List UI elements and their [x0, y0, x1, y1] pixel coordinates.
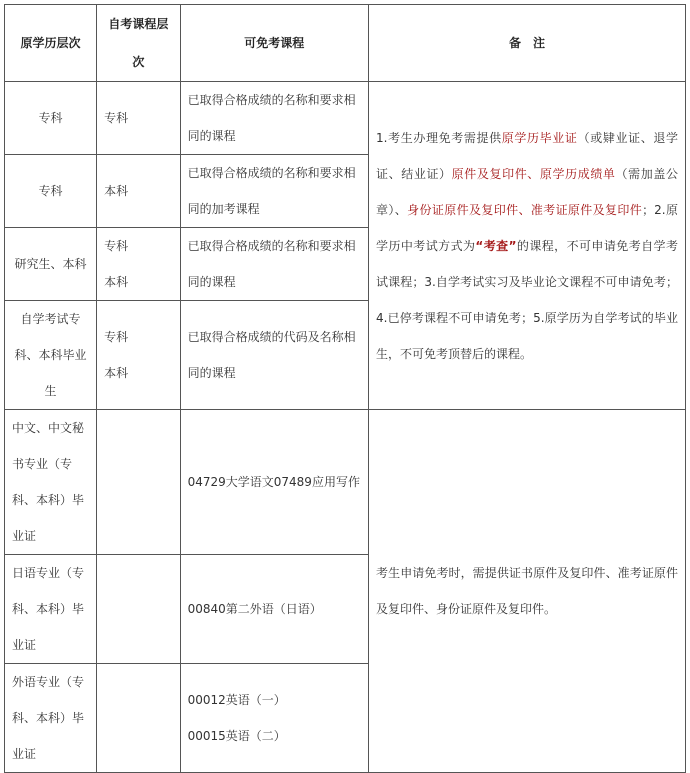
original-level-cell: 日语专业（专科、本科）毕业证 [5, 555, 97, 664]
table-row [5, 82, 686, 155]
header-notes: 备 注 [369, 5, 686, 82]
original-level-cell: 研究生、本科 [5, 228, 97, 301]
exempt-courses-cell: 已取得合格成绩的名称和要求相同的加考课程 [180, 155, 368, 228]
course-level-cell: 本科 [97, 155, 181, 228]
course-level-cell: 专科 本科 [97, 228, 181, 301]
exempt-courses-cell: 04729大学语文07489应用写作 [180, 410, 368, 555]
exempt-courses-cell: 已取得合格成绩的名称和要求相同的课程 [180, 82, 368, 155]
course-level-cell-empty [97, 555, 181, 664]
original-level-cell: 专科 [5, 155, 97, 228]
course-level-cell: 专科 [97, 82, 181, 155]
header-original-level: 原学历层次 [5, 5, 97, 82]
notes-cell-primary: 1.考生办理免考需提供原学历毕业证（或肄业证、退学证、结业证）原件及复印件、原学历成绩单（需加盖公章）、身份证原件及复印件、准考证原件及复印件；2.原学历中考试方式为“考查”的课程，不可申请免考自学考试课程；3.自学考试实习及毕业论文课程不可申请免考；4.已停考课程不可申请免考；5.原学历为自学考试的毕业生，不可免考顶替后的课程。 [369, 82, 686, 410]
course-level-cell-empty [97, 664, 181, 773]
original-level-cell: 中文、中文秘书专业（专科、本科）毕业证 [5, 410, 97, 555]
header-course-level: 自考课程层次 [97, 5, 181, 82]
header-row [5, 5, 686, 82]
notes-cell-secondary: 考生申请免考时，需提供证书原件及复印件、准考证原件及复印件、身份证原件及复印件。 [369, 410, 686, 773]
exemption-table [4, 4, 686, 773]
table-row [5, 410, 686, 555]
exempt-courses-cell: 00840第二外语（日语） [180, 555, 368, 664]
original-level-cell: 专科 [5, 82, 97, 155]
original-level-cell: 外语专业（专科、本科）毕业证 [5, 664, 97, 773]
course-level-cell: 专科 本科 [97, 301, 181, 410]
original-level-cell: 自学考试专科、本科毕业生 [5, 301, 97, 410]
exempt-courses-cell: 已取得合格成绩的名称和要求相同的课程 [180, 228, 368, 301]
header-exempt-courses: 可免考课程 [180, 5, 368, 82]
exempt-courses-cell: 00012英语（一） 00015英语（二） [180, 664, 368, 773]
exempt-courses-cell: 已取得合格成绩的代码及名称相同的课程 [180, 301, 368, 410]
course-level-cell-empty [97, 410, 181, 555]
